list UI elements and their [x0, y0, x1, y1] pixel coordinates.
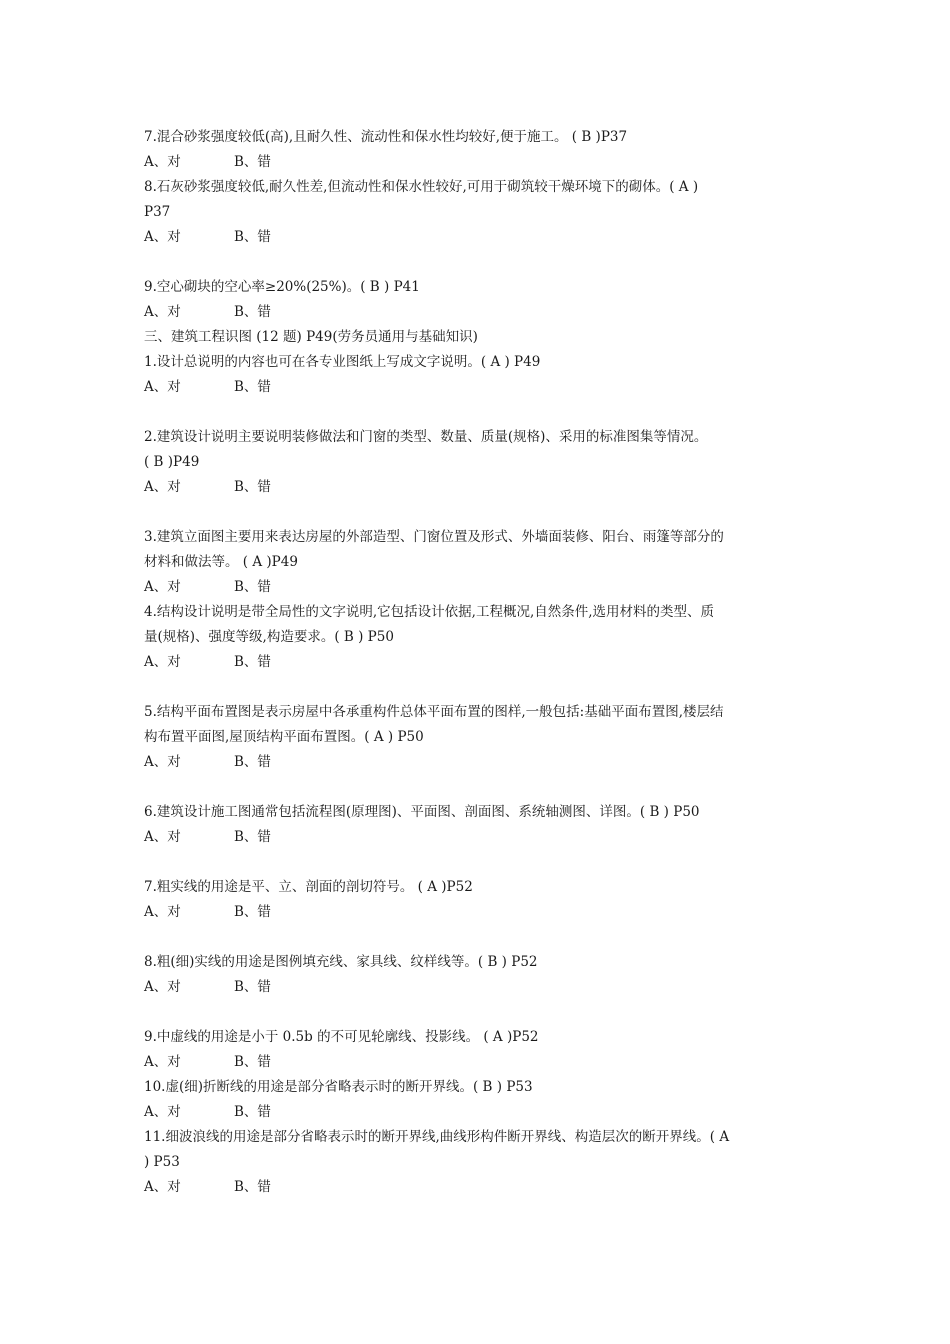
- option-b: B、错: [234, 1104, 271, 1120]
- option-b: B、错: [234, 379, 271, 395]
- question-item: [144, 700, 814, 800]
- option-b: B、错: [234, 979, 271, 995]
- question-text: 5.结构平面布置图是表示房屋中各承重构件总体平面布置的图样,一般包括:基础平面布置图,楼层结: [144, 704, 724, 720]
- option-b: B、错: [234, 479, 271, 495]
- option-b: B、错: [234, 829, 271, 845]
- answer-options: [144, 225, 814, 250]
- question-text: 9.空心砌块的空心率≥20%(25%)。( B ) P41: [144, 279, 420, 295]
- option-b: B、错: [234, 1179, 271, 1195]
- question-text: 量(规格)、强度等级,构造要求。( B ) P50: [144, 629, 394, 645]
- question-text: 4.结构设计说明是带全局性的文字说明,它包括设计依据,工程概况,自然条件,选用材料的类型、质: [144, 604, 715, 620]
- question-text: ( B )P49: [144, 454, 200, 470]
- question-text: 构布置平面图,屋顶结构平面布置图。( A ) P50: [144, 729, 424, 745]
- question-text: 3.建筑立面图主要用来表达房屋的外部造型、门窗位置及形式、外墙面装修、阳台、雨篷等部分的: [144, 529, 724, 545]
- option-a: A、对: [144, 1104, 181, 1120]
- question-item: [144, 1125, 814, 1200]
- blank-line: [144, 850, 814, 875]
- option-b: B、错: [234, 304, 271, 320]
- question-item: [144, 525, 814, 600]
- question-text: 7.混合砂浆强度较低(高),且耐久性、流动性和保水性均较好,便于施工。 ( B )P37: [144, 129, 628, 145]
- option-a: A、对: [144, 304, 181, 320]
- answer-options: [144, 1175, 814, 1200]
- question-text: 2.建筑设计说明主要说明装修做法和门窗的类型、数量、质量(规格)、采用的标准图集等情况。: [144, 429, 708, 445]
- option-a: A、对: [144, 379, 181, 395]
- option-a: A、对: [144, 829, 181, 845]
- question-item: [144, 800, 814, 875]
- option-a: A、对: [144, 1179, 181, 1195]
- blank-line: [144, 925, 814, 950]
- answer-options: [144, 825, 814, 850]
- question-item: [144, 350, 814, 425]
- option-a: A、对: [144, 754, 181, 770]
- answer-options: [144, 1100, 814, 1125]
- question-text: 7.粗实线的用途是平、立、剖面的剖切符号。 ( A )P52: [144, 879, 473, 895]
- question-text: 9.中虚线的用途是小于 0.5b 的不可见轮廓线、投影线。 ( A )P52: [144, 1029, 539, 1045]
- option-a: A、对: [144, 979, 181, 995]
- blank-line: [144, 400, 814, 425]
- answer-options: [144, 975, 814, 1000]
- answer-options: [144, 375, 814, 400]
- question-item: [144, 125, 814, 175]
- question-list: [144, 125, 814, 1200]
- question-text: 1.设计总说明的内容也可在各专业图纸上写成文字说明。( A ) P49: [144, 354, 541, 370]
- option-a: A、对: [144, 654, 181, 670]
- question-item: [144, 275, 814, 325]
- blank-line: [144, 675, 814, 700]
- blank-line: [144, 775, 814, 800]
- question-text: ) P53: [144, 1154, 180, 1170]
- question-text: 材料和做法等。 ( A )P49: [144, 554, 298, 570]
- option-b: B、错: [234, 904, 271, 920]
- question-text: 11.细波浪线的用途是部分省略表示时的断开界线,曲线形构件断开界线、构造层次的断开界线。( A: [144, 1129, 730, 1145]
- answer-options: [144, 300, 814, 325]
- option-a: A、对: [144, 154, 181, 170]
- answer-options: [144, 900, 814, 925]
- blank-line: [144, 250, 814, 275]
- option-b: B、错: [234, 654, 271, 670]
- option-b: B、错: [234, 754, 271, 770]
- question-text: P37: [144, 204, 171, 220]
- answer-options: [144, 650, 814, 675]
- question-item: [144, 875, 814, 950]
- question-item: [144, 600, 814, 700]
- answer-options: [144, 575, 814, 600]
- option-b: B、错: [234, 1054, 271, 1070]
- question-item: [144, 1025, 814, 1075]
- question-text: 8.石灰砂浆强度较低,耐久性差,但流动性和保水性较好,可用于砌筑较干燥环境下的砌体。( A ): [144, 179, 699, 195]
- question-text: 8.粗(细)实线的用途是图例填充线、家具线、纹样线等。( B ) P52: [144, 954, 538, 970]
- answer-options: [144, 750, 814, 775]
- option-a: A、对: [144, 1054, 181, 1070]
- blank-line: [144, 1000, 814, 1025]
- option-b: B、错: [234, 579, 271, 595]
- question-item: [144, 175, 814, 275]
- option-a: A、对: [144, 904, 181, 920]
- option-b: B、错: [234, 229, 271, 245]
- section-heading: 三、建筑工程识图 (12 题) P49(劳务员通用与基础知识): [144, 329, 478, 345]
- answer-options: [144, 1050, 814, 1075]
- answer-options: [144, 475, 814, 500]
- question-item: [144, 425, 814, 525]
- question-item: [144, 950, 814, 1025]
- question-text: 10.虚(细)折断线的用途是部分省略表示时的断开界线。( B ) P53: [144, 1079, 533, 1095]
- option-a: A、对: [144, 479, 181, 495]
- blank-line: [144, 500, 814, 525]
- option-a: A、对: [144, 229, 181, 245]
- question-item: [144, 1075, 814, 1125]
- question-text: 6.建筑设计施工图通常包括流程图(原理图)、平面图、剖面图、系统轴测图、详图。( B ) P50: [144, 804, 700, 820]
- option-a: A、对: [144, 579, 181, 595]
- option-b: B、错: [234, 154, 271, 170]
- answer-options: [144, 150, 814, 175]
